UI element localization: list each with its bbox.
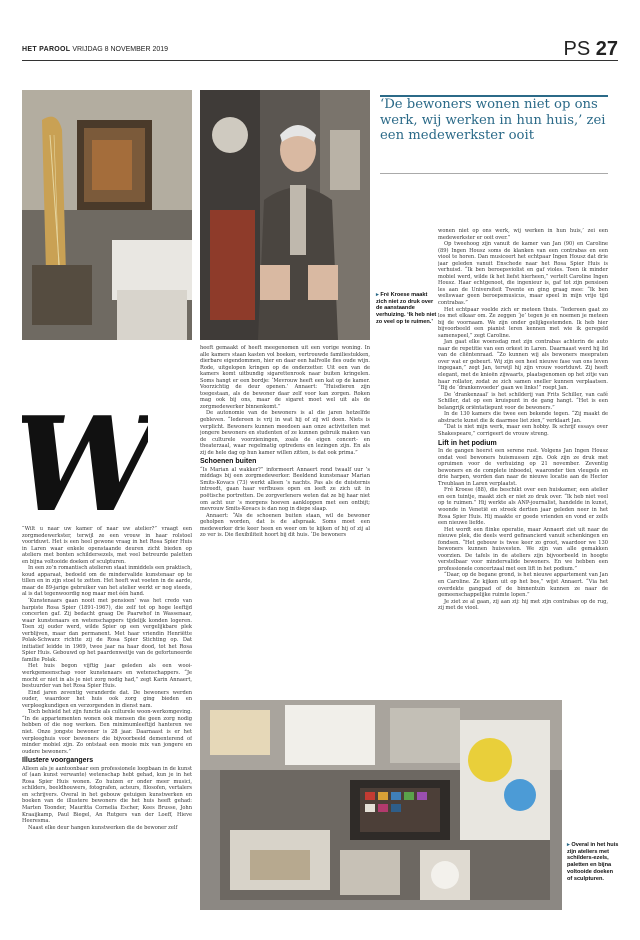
caption-arrow-icon: ▸ (376, 292, 379, 298)
photo-fre-kroese (200, 90, 370, 340)
quote-bottom-rule (380, 173, 608, 174)
paragraph: Alleen als je aantoonbaar een professionele loopbaan in de kunst of (aan kunst verwante) wetenschap hebt gehad, kun je in het Rosa Spier Huis wonen. Zo huizen er onder meer musici, schilders, beeldhouwers, fotografen, acteurs, filosofen, vertalers en schrijvers. Overal in het gebouw getuigen kunstwerken en boeken van de illustere bewoners die het huis heeft gehad: Marten Toonder, Mauritta Cornelia Escher, Kees Brusse, John Kraaijkamp, Paul Biegel, An Rutgers van der Loeff, Hieve Heeresma. (22, 765, 192, 825)
paragraph: Toch behield het zijn functie als culturele woon-werkomgeving. “In de appartementen wonen ook mensen die geen zorg nodig hebben of die nog werken. Een minimumleeftijd hanteren we niet. Onze jongste bewoner is 28 jaar. Daarnaast is er het verpleeghuis voor bewoners die bijvoorbeeld dementerend of minder mobiel zijn. Zo ontstaat een mooie mix van jongere en oudere bewoners.” (22, 709, 192, 755)
photo-caption-top: ▸ Fré Kroese maakt zich niet zo druk over de aanstaande verhuizing. ‘Ik heb niet zo veel op te ruimen.’ (376, 292, 437, 325)
paragraph: In de gangen heerst een serene rust. Volgens Jan Ingen Housz ondat veel bewoners huismussen zijn. Ook zijn ze druk met opruimen voor de verhuizing op 21 november. Zeventig bewoners en de complete inboedel, waaronder tien vleugels en drie harpen, worden dan naar de nieuwe locatie aan de Hector Treublaan in Laren verplaatst. (438, 448, 608, 487)
paragraph: In de 130 kamers die twee een bekende tegen. “Zij maakt de abstracte kunst die ik daarmee liet zien,” verklaart Jan. (438, 411, 608, 424)
paragraph: Jan gaat elke woensdag met zijn contrabas achterin de auto naar de repetitie van een orkest in Laren. Daarnaast werd hij lid van de cliëntenraad. “Zo kunnen wij als bewoners meepraten over wat er gebeurt. Wij zijn een heel nieuwe fase van ons leven ingegaan,” zegt Jan, terwijl hij zijn vrouw voortduwt. Zij heeft elegant, met de knieën zijwaarts, plaatsgenomen op het zitje van haar rollator, zodat ze zich samen sneller kunnen verplaatsen. “Bij de ‘drankenvoeder’ gaan we links!” roept Jan. (438, 339, 608, 392)
col2-heading: Schoenen buiten (200, 458, 257, 466)
paragraph: “Wilt u naar uw kamer of naar uw atelier?” vraagt een zorgmedewerkster, terwijl ze een vrouw in haar rolstoel voortduwt. Het is een heel gewone vraag in het Rosa Spier Huis in Laren waar enkele openstaande deuren zicht bieden op ateliers met bonten schildersezels, met veel betreurde paletten en bijna voltooide doeken of sculpturen. (22, 526, 192, 565)
paper-name: HET PAROOL (22, 46, 71, 53)
paragraph: Op tweehoog zijn vanuit de kamer van Jan (90) en Caroline (89) Ingen Housz soms de klanken van een contrabas en een viool te horen. Dan musiceert het echtpaar Ingen Housz dat drie jaar geleden vanuit Enschede naar het Rosa Spier Huis is verhuisd. “Ik ben beroepsviolist en gaf violes. Toen ik minder mobiel werd, wilde ik het liefst hierheen,” vertelt Caroline Ingen Housz. Haar echtgenoot, die ingenieur is, gaf tot zijn pensioen les aan de Universiteit Twente en ging graag mee: “Ik ben weliswaar geen beroepsmusicus, maar speel in mijn vrije tijd contrabas.” (438, 241, 608, 307)
col1-body-2 (22, 766, 192, 831)
photo-atelier-table (200, 700, 562, 910)
paragraph: Eind jaren zeventig veranderde dat. De bewoners werden ouder, waardoor het huis ook zorg ging bieden en verpleegkundigen en verzorgenden in dienst nam. (22, 689, 192, 709)
page-number (564, 38, 619, 61)
paragraph: Annaert: “Als de schoenen buiten staan, wil de bewoner geholpen worden, dat is de afspraak. Soms moet een medewerker drie keer heen en weer om te kijken of hij of zij al zo ver is. Die flexibiliteit hoort bij dit huis. ‘De bewoners (200, 512, 370, 539)
masthead (22, 46, 168, 53)
page-num: 27 (595, 38, 618, 60)
photo-harp-atelier (22, 90, 192, 340)
dropcap-w (22, 412, 148, 522)
pull-quote: ‘De bewoners wonen niet op ons werk, wij werken in hun huis,’ zei een medewerkster ooit (380, 97, 606, 143)
col3-heading: Lift in het podium (438, 439, 497, 447)
paragraph: De ‘drankenzaal’ is het schilderij van Frits Schiller, van café Schiller, dat op een kruispunt in de gang hangt. “Het is een belangrijk oriëntatiepunt voor de bewoners.” (438, 391, 608, 411)
col2-body-2 (200, 467, 370, 539)
paragraph: heeft gemaakt of heeft meegenomen uit een vorige woning. In alle kamers staan kasten vol boeken, vertrouwde familiestukken, dierbare eigendommen, hier en daar een halfvolle fles oude wijn. Rode, uitgelopen kringen op de onderzetter. Uit een van de kamers komt uitbundig sigarettenrook naar buiten kringelen. Soms hangt er een bordje: ‘Mevrouw heeft een kat op de kamer. Voorzichtig de deur openen.’ Annaert: “Huisdieren zijn toegestaan, als de bewoner daar zelf voor kan zorgen. Roken mag ook bij ons, maar de sigaret moet wel uit als de zorgmedewerker binnenkomt.” (200, 345, 370, 410)
paragraph: Het echtpaar voelde zich er meteen thuis. “Iedereen gaat zo los met elkaar om. Ze zeggen ‘je’ tegen je en noemen je meteen bij de voornaam. We zijn onder gelijkgestemden. Ik heb hier bijvoorbeeld een pianist leren kennen met wie ik geregeld samenspeel,” zegt Caroline. (438, 306, 608, 339)
col3-body-2 (438, 448, 608, 612)
paragraph: wonen niet op ons werk, wij werken in hun huis,’ zei een medewerkster er ooit over.” (438, 228, 608, 241)
photo-caption-bottom: ▸ Overal in het huis zijn ateliers met schilders-ezels, paletten en bijna voltooide doeken of sculpturen. (567, 842, 619, 882)
caption-arrow-icon-2: ▸ (567, 842, 570, 848)
paragraph: De autonomie van de bewoners is al die jaren hetzelfde gebleven. “Iedereen is vrij in wat hij of zij wil doen. Niets is verplicht. Bewoners kunnen meedoen aan onze activiteiten met jongere bewoners en studenten of ze kunnen gebruik maken van de culturele voorzieningen, zoals de eigen concert- en theaterzaal, waar regelmatig optredens en lezingen zijn. En als zij de hele dag op hun kamer willen zitten, is dat ook prima.” (200, 410, 370, 456)
paragraph: Je ziet ze al gaan, zij aan zij: hij met zijn contrabas op de rug, zij met de viool. (438, 598, 608, 612)
section-label: PS (563, 38, 591, 60)
paragraph: Fré Kroese (88), die beschikt over een huiskamer, een atelier en een tuintje, maakt zich er niet zo druk over. “Ik heb niet veel op te ruimen.” Hij werkte als ANP-journalist, handelde in kunst, woonde in Venetië en streek dertien jaar geleden neer in het Rosa Spier Huis. Hij maakte er goede vrienden en vond er zelfs een nieuwe liefde. (438, 487, 608, 527)
paragraph: Het huis begon vijftig jaar geleden als een wooi-werkgemeenschap voor kunstenaars en wetenschappers. “Je mocht er niet in als je niet zorg nodig had,” zegt Karin Annaert, bestuurder van het Rosa Spier Huis. (22, 663, 192, 690)
paragraph: In een zo’n romantisch atelieren staat inmiddels een praktisch, koud apparaat, bedoeld om de mindervalide kunstenaar op te tillen en in zijn stoel te zetten. Het heeft wat voeten in de aarde, maar de 89-jarige gebruiker van het atelier werkt er nog steeds, al is dat tegenwoordig nog maar met één hand. (22, 565, 192, 598)
paragraph: “Dat is niet mijn werk, maar een hobby. Ik schrijf essays over Shakespeare,” corrigeert de vrouw streng. (438, 424, 608, 437)
dropcap-letter (22, 412, 148, 522)
paragraph: Het wordt een flinke operatie, maar Annaert ziet uit naar de nieuwe plek, die deels werd gefinancierd vanuit schenkingen en fondsen. “Het gebouw is twee keer zo groot, waardoor we 130 bewoners kunnen huisvesten. We zijn van alle gemakken voorzien. De tafels in de ateliers zijn bijvoorbeeld in hoogte verstelbaar voor mindervalide bewoners. En we hebben een professionele concertzaal met een lift in het podium.” (438, 526, 608, 572)
header-rule (22, 60, 618, 61)
paragraph: “Daar, op de begane grond, is het nieuwe appartement van Jan en Caroline. Ze kijken uit op het bos,” wijst Annaert. “Via het overdekte gangpad of de binnentuin kunnen ze naar de gemeenschappelijke ruimte lopen.” (438, 572, 608, 599)
paragraph: “Is Marian al wakker?” informeert Annaert rond twaalf uur ’s middags bij een zorgmedewerker. Beeldend kunstenaar Marian Smits-Kovacs (73) werkt alleen ’s nachts. Pas als de duisternis intreedt, gaan haar verfbuses open en leeft ze zich uit in poëtische portretten. De zorgverleners weten dat ze bij haar niet om acht uur ’s morgens hoeven aankloppen met een ontbijt; mevrouw Smits-Kovacs is dan nog in diepe slaap. (200, 466, 370, 513)
col3-body (438, 228, 608, 438)
paragraph: ‘Kunstenaars gaan nooit met pensioen’ was het credo van harpiste Rosa Spier (1891-1967), die zelf tot op hoge leeftijd concerten gaf. Zij bedacht graag De Paarwhof in Wassenaar, waar kunstenaars en wetenschappers tijdelijk konden logeren. Toen zij ouder werd, wilde Spier op een vergelijkbare plek verblijven, maar dan permanent. Met haar vriendin Henriëtte Polak-Schwarz richtte zij de Rosa Spier Stichting op. Dat initiatief leidde in 1969, twee jaar na haar dood, tot het Rosa Spier Huis. Gebouwd op het paardenweitje van de gefortuneerde familie Polak. (22, 598, 192, 663)
paragraph: Naast elke deur hangen kunstwerken die de bewoner zelf (28, 824, 178, 831)
article-column-1 (22, 526, 192, 916)
col1-body (22, 526, 192, 755)
col1-heading: Illustere voorgangers (22, 757, 94, 765)
paper-date: VRIJDAG 8 NOVEMBER 2019 (72, 46, 169, 53)
article-column-2 (200, 345, 370, 673)
col2-body (200, 345, 370, 456)
article-column-3 (438, 228, 608, 673)
